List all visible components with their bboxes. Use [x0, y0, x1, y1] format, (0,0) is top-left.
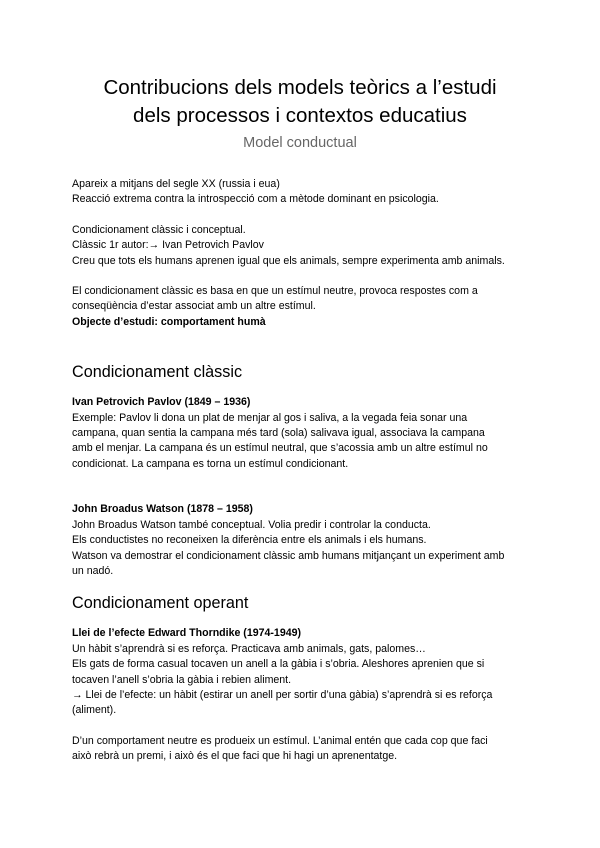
- text-line: Watson va demostrar el condicionament clàssic amb humans mitjançant un experiment amb: [72, 549, 505, 562]
- document-subtitle: Model conductual: [243, 135, 357, 151]
- text-line: un nadó.: [72, 564, 114, 577]
- section-heading-operant: Condicionament operant: [72, 594, 249, 613]
- text-line: → Llei de l’efecte: un hàbit (estirar un anell per sortir d’una gàbia) s’aprendrà si es reforça: [72, 688, 493, 701]
- document-title: [72, 0, 528, 130]
- intro-paragraph-3: [72, 284, 528, 330]
- text-line: Creu que tots els humans aprenen igual que els animals, sempre experimenta amb animals.: [72, 254, 505, 267]
- thorndike-name: Llei de l’efecte Edward Thorndike (1974-1949): [72, 627, 302, 640]
- text-line: Apareix a mitjans del segle XX (russia i eua): [72, 178, 280, 190]
- text-line: Els gats de forma casual tocaven un anell a la gàbia i s’obria. Aleshores aprenien que si: [72, 658, 485, 671]
- text-line: Els conductistes no reconeixen la diferència entre els animals i els humans.: [72, 534, 427, 547]
- pavlov-name: Ivan Petrovich Pavlov (1849 – 1936): [72, 396, 251, 409]
- text-line: Clàssic 1r autor:→ Ivan Petrovich Pavlov: [72, 239, 264, 252]
- text-line: campana, quan sentia la campana més tard (sola) salivava igual, associava la campana: [72, 427, 485, 440]
- pavlov-block: [72, 395, 528, 472]
- text-line: John Broadus Watson també conceptual. Volia predir i controlar la conducta.: [72, 518, 431, 531]
- text-line: D’un comportament neutre es produeix un estímul. L’animal entén que cada cop que faci: [72, 734, 488, 747]
- text-line: El condicionament clàssic es basa en que un estímul neutre, provoca respostes com a: [72, 285, 478, 298]
- watson-name: John Broadus Watson (1878 – 1958): [72, 503, 253, 516]
- thorndike-block: [72, 626, 528, 718]
- watson-block: [72, 502, 528, 579]
- text-line: amb el menjar. La campana és un estímul neutral, que s’acossia amb un altre estímul no: [72, 442, 488, 455]
- title-line-2: dels processos i contextos educatius: [133, 104, 467, 127]
- title-line-1: Contribucions dels models teòrics a l’estudi: [103, 76, 497, 99]
- closing-paragraph: [72, 734, 528, 765]
- text-line: tocaven l’anell s’obria la gàbia i rebien aliment.: [72, 673, 292, 686]
- text-line: Condicionament clàssic i conceptual.: [72, 223, 246, 236]
- text-line: Un hàbit s’aprendrà si es reforça. Practicava amb animals, gats, palomes…: [72, 642, 426, 655]
- text-line: Reacció extrema contra la introspecció com a mètode dominant en psicologia.: [72, 193, 439, 206]
- intro-paragraph-2: [72, 223, 528, 269]
- text-line: això rebrà un premi, i això és el que faci que hi hagi un aprenentatge.: [72, 750, 398, 763]
- study-object: Objecte d’estudi: comportament humà: [72, 315, 266, 328]
- intro-paragraph-1: [72, 177, 528, 208]
- text-line: condicionat. La campana es torna un estímul condicionant.: [72, 457, 349, 470]
- text-line: conseqüència d’estar associat amb un altre estímul.: [72, 300, 316, 313]
- text-line: (aliment).: [72, 704, 117, 717]
- section-heading-classic: Condicionament clàssic: [72, 363, 243, 382]
- text-line: Exemple: Pavlov li dona un plat de menjar al gos i saliva, a la vegada feia sonar una: [72, 411, 468, 424]
